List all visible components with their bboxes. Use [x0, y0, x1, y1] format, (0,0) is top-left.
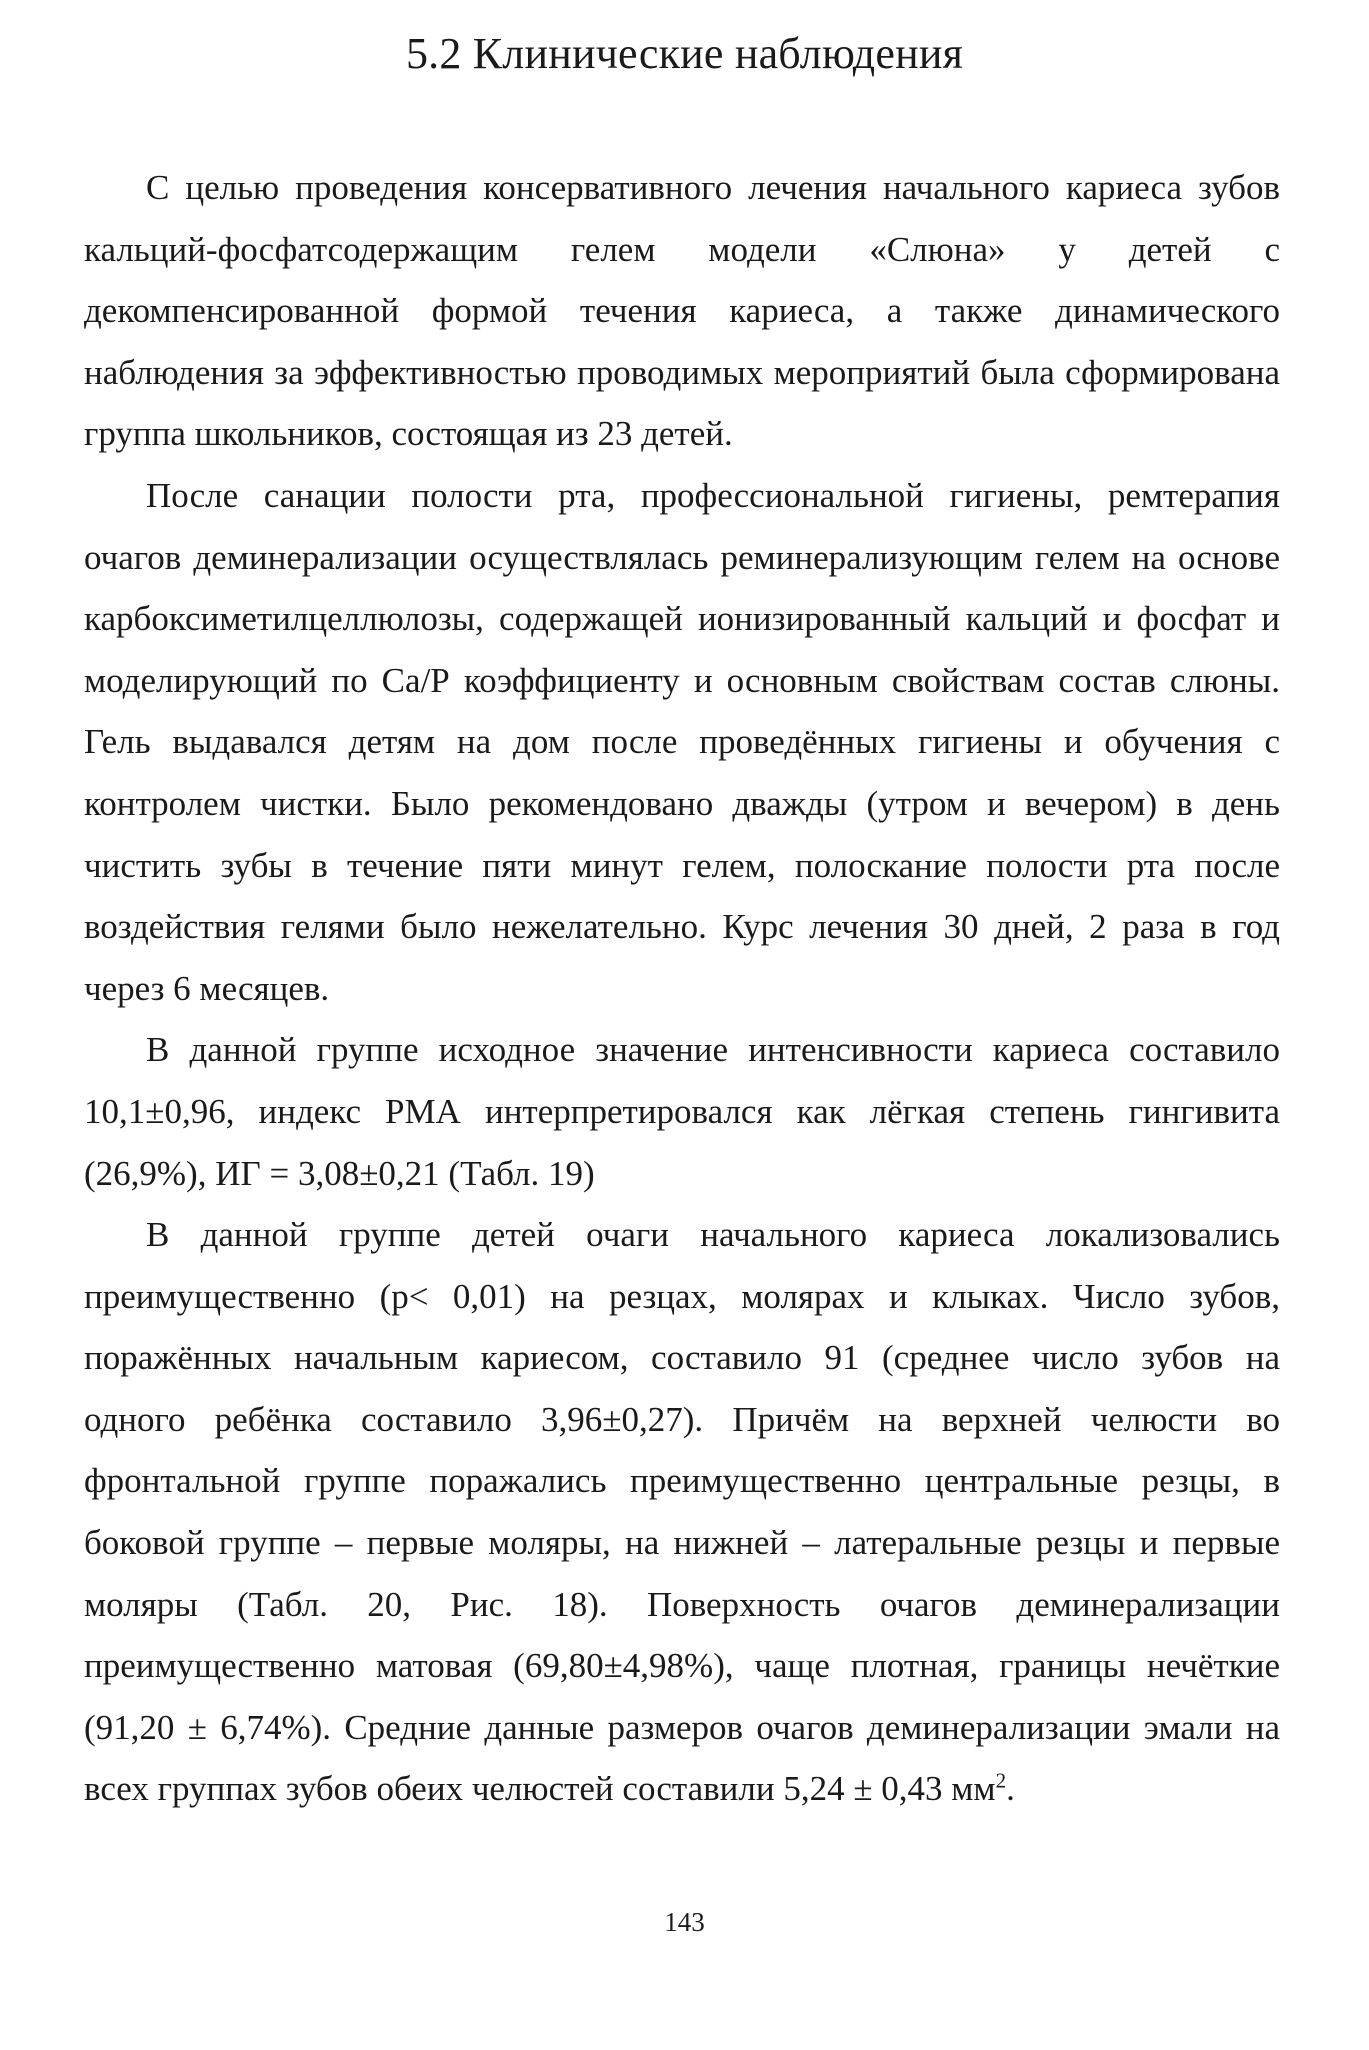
section-heading: 5.2 Клинические наблюдения	[405, 29, 964, 78]
body-text	[84, 157, 1280, 1820]
paragraph-ending: .	[1006, 1769, 1015, 1809]
page-number: 143	[664, 1907, 705, 1937]
paragraph-lesion-localization	[84, 1204, 1280, 1820]
paragraph-lesion-text: В данной группе детей очаги начального кариеса локализовались преимущественно (р< 0,01) на резцах, молярах и клыках. Число зубов, поражённых начальным кариесом, составило 91 (среднее число зубов на одного ребёнка составило 3,96±0,27). Причём на верхней челюсти во фронтальной группе поражались преимущественно центральные резцы, в боковой группе – первые моляры, на нижней – латеральные резцы и первые моляры (Табл. 20, Рис. 18). Поверхность очагов деминерализации преимущественно матовая (69,80±4,98%), чаще плотная, границы нечёткие (91,20 ± 6,74%). Средние данные размеров очагов деминерализации эмали на всех группах зубов обеих челюстей составили 5,24 ± 0,43 мм	[84, 1215, 1280, 1809]
paragraph-treatment-protocol: После санации полости рта, профессиональной гигиены, ремтерапия очагов деминерализации осуществлялась реминерализующим гелем на основе карбоксиметилцеллюлозы, содержащей ионизированный кальций и фосфат и моделирующий по Са/Р коэффициенту и основным свойствам состав слюны. Гель выдавался детям на дом после проведённых гигиены и обучения с контролем чистки. Было рекомендовано дважды (утром и вечером) в день чистить зубы в течение пяти минут гелем, полоскание полости рта после воздействия гелями было нежелательно. Курс лечения 30 дней, 2 раза в год через 6 месяцев.	[84, 475, 1280, 1008]
paragraph-group-formation: С целью проведения консервативного лечения начального кариеса зубов кальций-фосфатсодержащим гелем модели «Слюна» у детей с декомпенсированной формой течения кариеса, а также динамического наблюдения за эффективностью проводимых мероприятий была сформирована группа школьников, состоящая из 23 детей.	[84, 168, 1280, 454]
paragraph-initial-indices: В данной группе исходное значение интенсивности кариеса составило 10,1±0,96, индекс РМА интерпретировался как лёгкая степень гингивита (26,9%), ИГ = 3,08±0,21 (Табл. 19)	[84, 1030, 1280, 1193]
superscript-exponent: 2	[995, 1768, 1007, 1793]
